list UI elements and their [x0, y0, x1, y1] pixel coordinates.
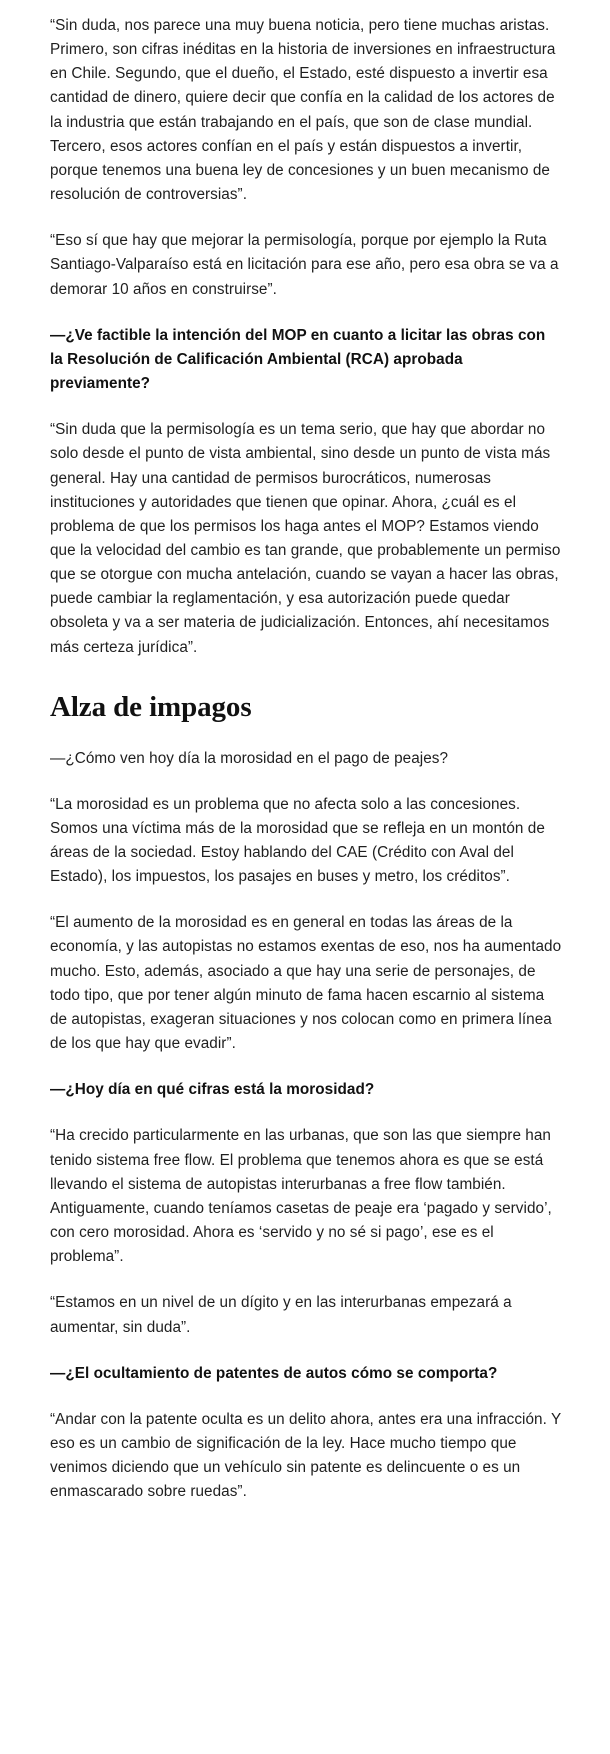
interview-question: —¿Ve factible la intención del MOP en cuanto a licitar las obras con la Resolución de Calificación Ambiental (RCA) aprobada previamente? — [50, 326, 546, 393]
article-paragraph: “Sin duda, nos parece una muy buena noticia, pero tiene muchas aristas. Primero, son cifras inéditas en la historia de inversiones en infraestructura en Chile. Segundo, que el dueño, el Estado, esté dispuesto a invertir esa cantidad de dinero, quiere decir que confía en la calidad de los actores de la industria que están trabajando en el país, que son de clase mundial. Tercero, esos actores confían en el país y están dispuestos a invertir, porque tenemos una buena ley de concesiones y un buen mecanismo de resolución de controversias”. — [50, 17, 556, 204]
article-paragraph: “Estamos en un nivel de un dígito y en las interurbanas empezará a aumentar, sin duda”. — [50, 1294, 512, 1336]
article-paragraph: “La morosidad es un problema que no afecta solo a las concesiones. Somos una víctima más de la morosidad que se refleja en un montón de áreas de la sociedad. Estoy hablando del CAE (Crédito con Aval del Estado), los impuestos, los pasajes en buses y metro, los créditos”. — [50, 795, 545, 886]
article-paragraph: “El aumento de la morosidad es en general en todas las áreas de la economía, y las autopistas no estamos exentas de eso, nos ha aumentado mucho. Esto, además, asociado a que hay una serie de personajes, de todo tipo, que por tener algún minuto de fama hacen escarnio al sistema de autopistas, exageran situaciones y nos colocan como en primera línea de los que hay que evadir”. — [50, 914, 562, 1053]
section-heading: Alza de impagos — [50, 690, 252, 723]
article-paragraph: “Eso sí que hay que mejorar la permisología, porque por ejemplo la Ruta Santiago-Valparaíso está en licitación para ese año, pero esa obra se va a demorar 10 años en construirse”. — [50, 232, 559, 298]
article-paragraph: “Ha crecido particularmente en las urbanas, que son las que siempre han tenido sistema free flow. El problema que tenemos ahora es que se está llevando el sistema de autopistas interurbanas a free flow también. Antiguamente, cuando teníamos casetas de peaje era ‘pagado y servido’, con cero morosidad. Ahora es ‘servido y no sé si pago’, ese es el problema”. — [50, 1127, 552, 1266]
interview-question: —¿El ocultamiento de patentes de autos cómo se comporta? — [50, 1364, 498, 1382]
article-paragraph: “Sin duda que la permisología es un tema serio, que hay que abordar no solo desde el punto de vista ambiental, sino desde un punto de vista más general. Hay una cantidad de permisos burocráticos, numerosas instituciones y autoridades que tienen que opinar. Ahora, ¿cuál es el problema de que los permisos los haga antes el MOP? Estamos viendo que la velocidad del cambio es tan grande, que probablemente un permiso que se otorgue con mucha antelación, cuando se vayan a hacer las obras, puede cambiar la reglamentación, y esa autorización puede quedar obsoleta y va a ser materia de judicialización. Entonces, ahí necesitamos más certeza jurídica”. — [50, 421, 561, 656]
interview-question: —¿Cómo ven hoy día la morosidad en el pago de peajes? — [50, 749, 449, 767]
interview-question: —¿Hoy día en qué cifras está la morosidad? — [50, 1081, 375, 1099]
article-paragraph: “Andar con la patente oculta es un delito ahora, antes era una infracción. Y eso es un cambio de significación de la ley. Hace mucho tiempo que venimos diciendo que un vehículo sin patente es delincuente o es un enmascarado sobre ruedas”. — [50, 1410, 561, 1501]
